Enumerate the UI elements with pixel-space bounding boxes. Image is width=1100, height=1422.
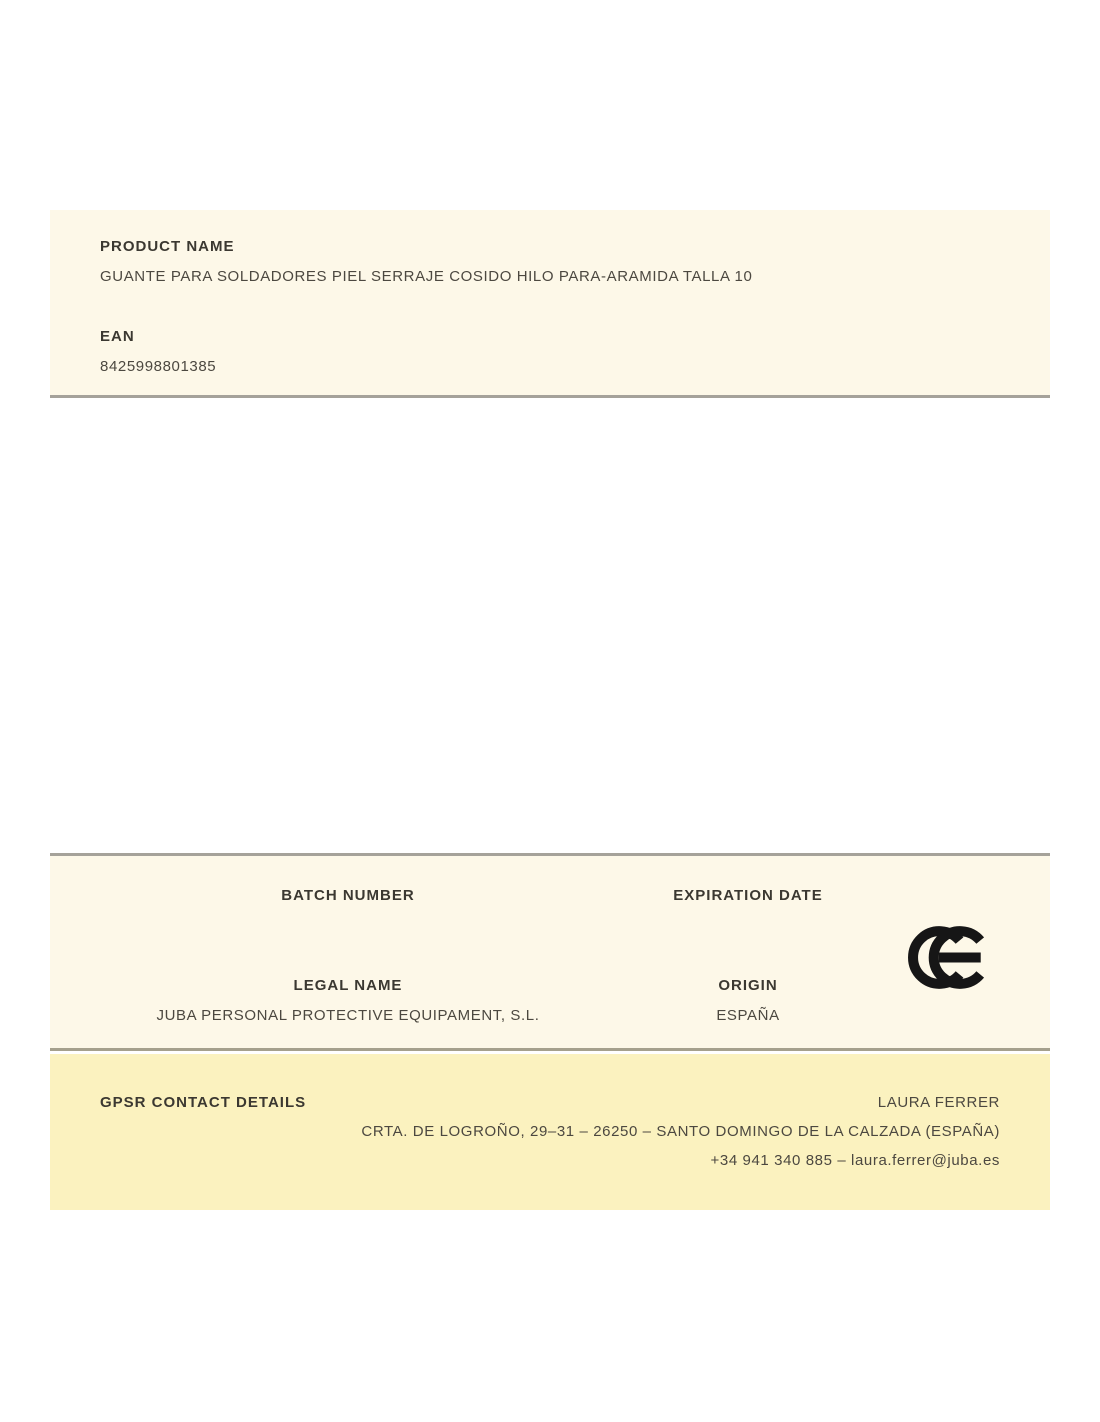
gpsr-contact-label: GPSR CONTACT DETAILS	[100, 1094, 307, 1111]
legal-name-label: LEGAL NAME	[293, 977, 403, 994]
legal-name-value: JUBA PERSONAL PROTECTIVE EQUIPAMENT, S.L.	[156, 1007, 540, 1024]
origin-block	[548, 977, 948, 1025]
product-name-label: PRODUCT NAME	[100, 238, 235, 255]
origin-value: ESPAÑA	[716, 1007, 780, 1024]
gpsr-section	[50, 1054, 1050, 1210]
legal-name-block	[148, 977, 548, 1025]
expiration-date-label: EXPIRATION DATE	[673, 887, 823, 904]
gpsr-header-row	[100, 1094, 1000, 1112]
ean-label: EAN	[100, 328, 135, 345]
ean-value: 8425998801385	[100, 358, 217, 375]
gpsr-contact-name: LAURA FERRER	[877, 1094, 1000, 1111]
product-section	[50, 210, 1050, 398]
ce-marking-icon	[908, 926, 992, 989]
expiration-date-block	[548, 887, 948, 917]
batch-number-block	[148, 887, 548, 917]
product-name-value: GUANTE PARA SOLDADORES PIEL SERRAJE COSIDO HILO PARA-ARAMIDA TALLA 10	[100, 268, 753, 285]
gpsr-contact-address: CRTA. DE LOGROÑO, 29–31 – 26250 – SANTO DOMINGO DE LA CALZADA (ESPAÑA)	[361, 1123, 1000, 1140]
gpsr-contact-phone-email: +34 941 340 885 – laura.ferrer@juba.es	[710, 1152, 1000, 1169]
origin-label: ORIGIN	[718, 977, 778, 994]
batch-number-label: BATCH NUMBER	[281, 887, 415, 904]
details-section	[50, 853, 1050, 1051]
